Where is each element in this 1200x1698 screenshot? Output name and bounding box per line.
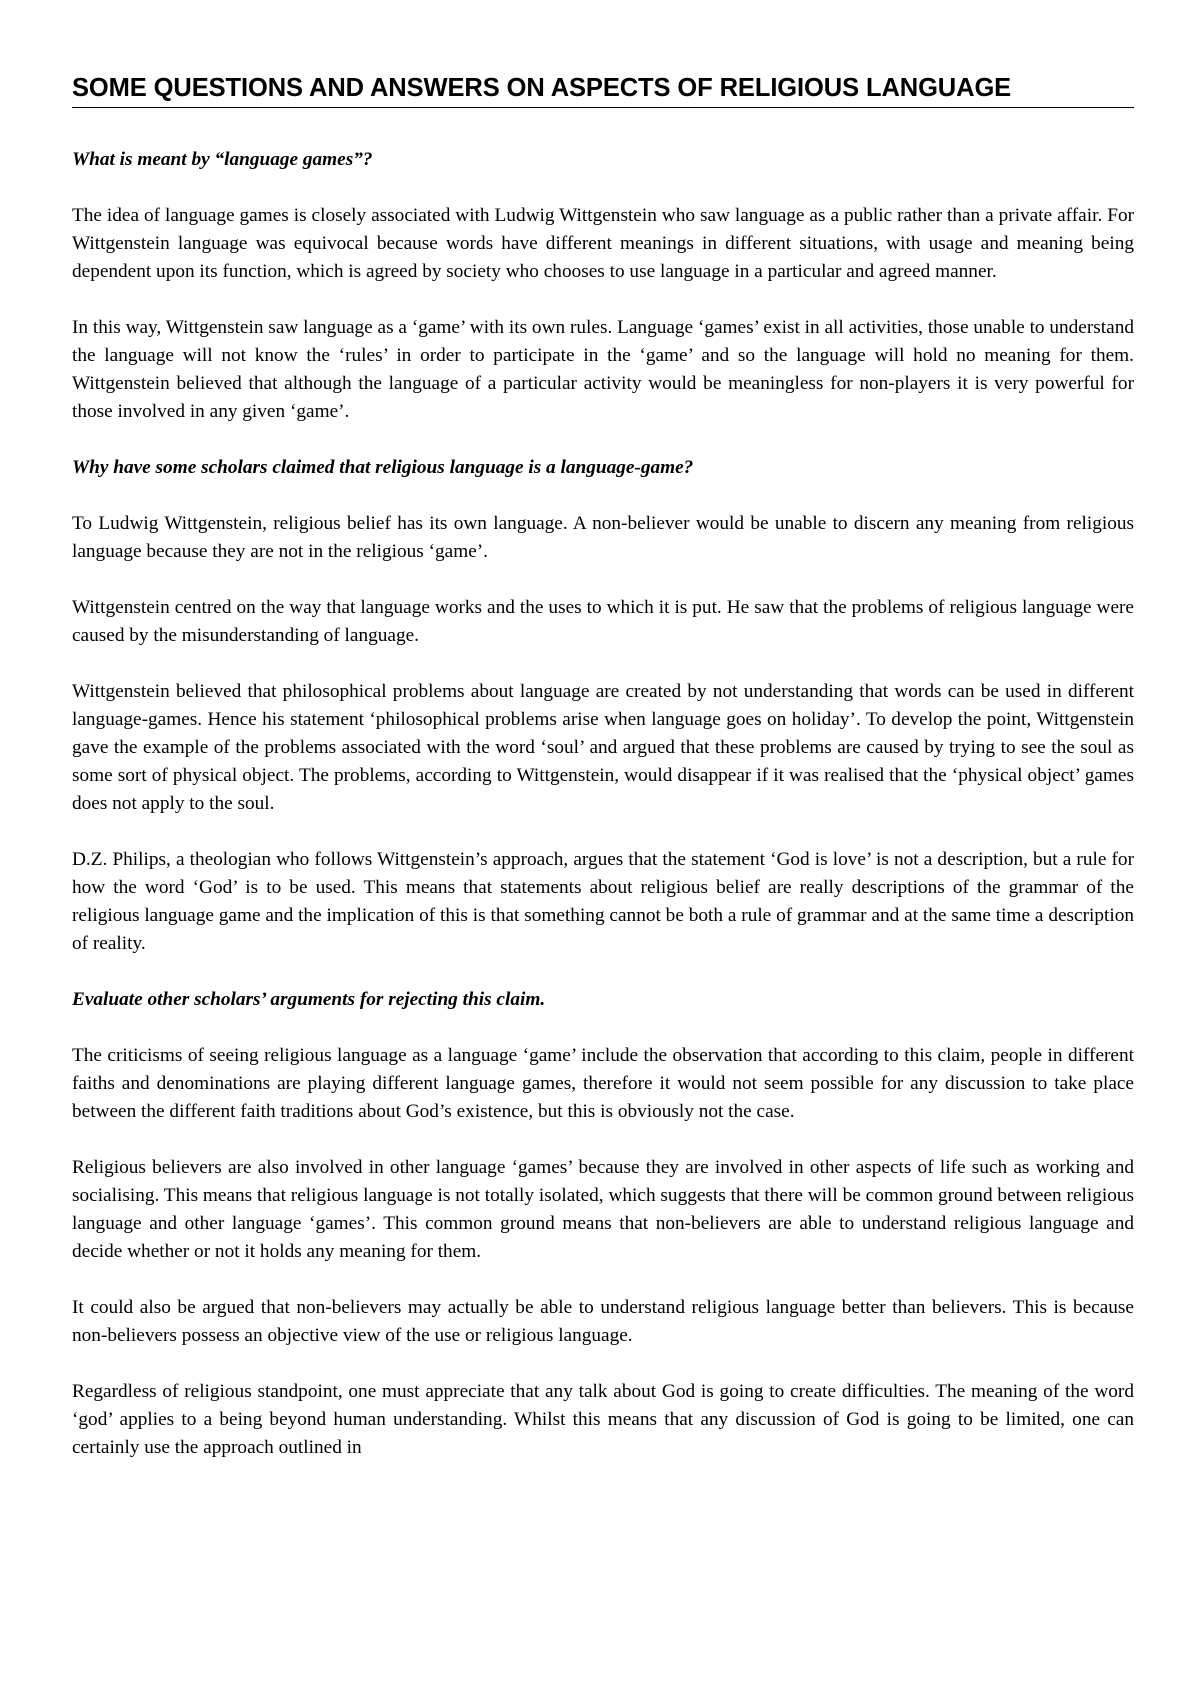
section-question: Evaluate other scholars’ arguments for rejecting this claim. <box>72 989 546 1010</box>
section-question: Why have some scholars claimed that religious language is a language-game? <box>72 457 694 478</box>
document-title: SOME QUESTIONS AND ANSWERS ON ASPECTS OF RELIGIOUS LANGUAGE <box>72 74 1134 108</box>
paragraph: The criticisms of seeing religious language as a language ‘game’ include the observation that according to this claim, people in different faiths and denominations are playing different language games, therefore it would not seem possible for any discussion to take place between the different faith traditions about God’s existence, but this is obviously not the case. <box>72 1045 1134 1122</box>
paragraph: Religious believers are also involved in other language ‘games’ because they are involved in other aspects of life such as working and socialising. This means that religious language is not totally isolated, which suggests that there will be common ground between religious language and other language ‘games’. This common ground means that non-believers are able to understand religious language and decide whether or not it holds any meaning for them. <box>72 1157 1134 1262</box>
paragraph: In this way, Wittgenstein saw language as a ‘game’ with its own rules. Language ‘games’ exist in all activities, those unable to understand the language will not know the ‘rules’ in order to participate in the ‘game’ and so the language will hold no meaning for them. Wittgenstein believed that although the language of a particular activity would be meaningless for non-players it is very powerful for those involved in any given ‘game’. <box>72 317 1134 422</box>
paragraph: It could also be argued that non-believers may actually be able to understand religious language better than believers. This is because non-believers possess an objective view of the use or religious language. <box>72 1297 1134 1346</box>
document-page <box>72 74 1134 1462</box>
paragraph: Wittgenstein believed that philosophical problems about language are created by not understanding that words can be used in different language-games. Hence his statement ‘philosophical problems arise when language goes on holiday’. To develop the point, Wittgenstein gave the example of the problems associated with the word ‘soul’ and argued that these problems are caused by trying to see the soul as some sort of physical object. The problems, according to Wittgenstein, would disappear if it was realised that the ‘physical object’ games does not apply to the soul. <box>72 681 1134 814</box>
paragraph: To Ludwig Wittgenstein, religious belief has its own language. A non-believer would be unable to discern any meaning from religious language because they are not in the religious ‘game’. <box>72 513 1134 562</box>
section-question: What is meant by “language games”? <box>72 149 373 170</box>
paragraph: The idea of language games is closely associated with Ludwig Wittgenstein who saw language as a public rather than a private affair. For Wittgenstein language was equivocal because words have different meanings in different situations, with usage and meaning being dependent upon its function, which is agreed by society who chooses to use language in a particular and agreed manner. <box>72 205 1134 282</box>
paragraph: D.Z. Philips, a theologian who follows Wittgenstein’s approach, argues that the statement ‘God is love’ is not a description, but a rule for how the word ‘God’ is to be used. This means that statements about religious belief are really descriptions of the grammar of the religious language game and the implication of this is that something cannot be both a rule of grammar and at the same time a description of reality. <box>72 849 1134 954</box>
paragraph: Regardless of religious standpoint, one must appreciate that any talk about God is going to create difficulties. The meaning of the word ‘god’ applies to a being beyond human understanding. Whilst this means that any discussion of God is going to be limited, one can certainly use the approach outlined in <box>72 1381 1134 1458</box>
paragraph: Wittgenstein centred on the way that language works and the uses to which it is put. He saw that the problems of religious language were caused by the misunderstanding of language. <box>72 597 1134 646</box>
